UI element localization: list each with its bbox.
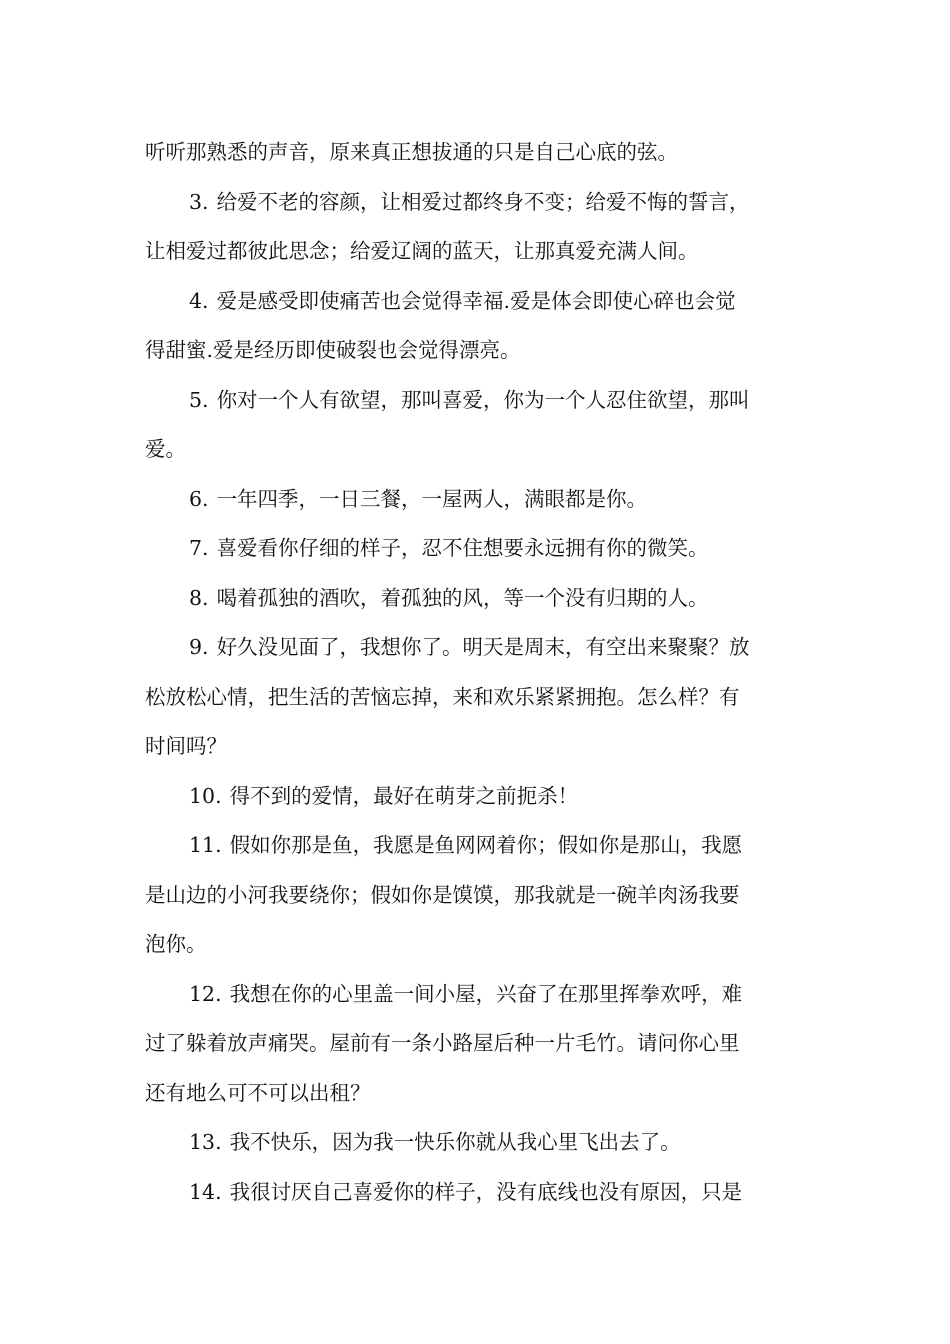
paragraph-number: 11.: [189, 833, 222, 857]
paragraph-line: [145, 326, 807, 376]
paragraph-first-line: [145, 574, 807, 624]
paragraph-text: 时间吗？: [145, 734, 227, 758]
paragraph-text: 让相爱过都彼此思念；给爱辽阔的蓝天，让那真爱充满人间。: [145, 239, 699, 263]
paragraph-text: 假如你那是鱼，我愿是鱼网网着你；假如你是那山，我愿: [229, 833, 743, 857]
paragraph-line: [145, 1019, 807, 1069]
paragraph-number: 10.: [189, 783, 222, 808]
paragraph-first-line: [145, 970, 807, 1020]
paragraph-first-line: [145, 524, 807, 574]
paragraph-text: 喜爱看你仔细的样子，忍不住想要永远拥有你的微笑。: [216, 536, 709, 560]
paragraph-text: 爱是感受即使痛苦也会觉得幸福.爱是体会即使心碎也会觉: [216, 288, 736, 313]
paragraph-text: 我想在你的心里盖一间小屋，兴奋了在那里挥拳欢呼，难: [229, 981, 743, 1006]
paragraph-line: [145, 722, 807, 772]
paragraph-number: 13.: [189, 1130, 222, 1154]
paragraph-text: 我很讨厌自己喜爱你的样子，没有底线也没有原因，只是: [229, 1179, 743, 1204]
paragraph-number: 12.: [189, 981, 222, 1006]
paragraph-number: 5.: [189, 387, 209, 412]
paragraph-line: [145, 128, 807, 178]
paragraph-first-line: [145, 178, 807, 228]
paragraph-number: 14.: [189, 1179, 222, 1204]
paragraph-text: 我不快乐，因为我一快乐你就从我心里飞出去了。: [229, 1130, 681, 1154]
paragraph-text: 是山边的小河我要绕你；假如你是馍馍，那我就是一碗羊肉汤我要: [145, 882, 740, 907]
paragraph-line: [145, 1069, 807, 1119]
paragraph-number: 9.: [189, 635, 209, 659]
paragraph-text: 得甜蜜.爱是经历即使破裂也会觉得漂亮。: [145, 338, 521, 362]
paragraph-number: 8.: [189, 585, 209, 610]
paragraph-number: 7.: [189, 536, 209, 560]
paragraph-text: 你对一个人有欲望，那叫喜爱，你为一个人忍住欲望，那叫: [216, 387, 750, 412]
paragraph-first-line: [145, 623, 807, 673]
paragraph-text: 松放松心情，把生活的苦恼忘掉，来和欢乐紧紧拥抱。怎么样？有: [145, 684, 740, 709]
paragraph-line: [145, 673, 807, 723]
paragraph-text: 爱。: [145, 437, 186, 461]
paragraph-first-line: [145, 772, 807, 822]
paragraph-first-line: [145, 277, 807, 327]
paragraph-first-line: [145, 475, 807, 525]
paragraph-number: 6.: [189, 486, 209, 511]
paragraph-number: 3.: [189, 189, 209, 214]
paragraph-first-line: [145, 1118, 807, 1168]
paragraph-text: 给爱不老的容颜，让相爱过都终身不变；给爱不悔的誓言，: [216, 189, 750, 214]
paragraph-text: 好久没见面了，我想你了。明天是周末，有空出来聚聚？放: [216, 635, 750, 659]
paragraph-line: [145, 227, 807, 277]
paragraph-number: 4.: [189, 288, 209, 313]
document-body: [145, 128, 807, 1217]
paragraph-text: 一年四季，一日三餐，一屋两人，满眼都是你。: [216, 486, 648, 511]
paragraph-line: [145, 871, 807, 921]
paragraph-first-line: [145, 1168, 807, 1218]
paragraph-text: 泡你。: [145, 932, 207, 956]
paragraph-first-line: [145, 821, 807, 871]
paragraph-text: 得不到的爱情，最好在萌芽之前扼杀！: [229, 783, 579, 808]
paragraph-text: 听听那熟悉的声音，原来真正想拔通的只是自己心底的弦。: [145, 140, 678, 164]
paragraph-first-line: [145, 376, 807, 426]
paragraph-line: [145, 425, 807, 475]
paragraph-text: 喝着孤独的酒吹，着孤独的风，等一个没有归期的人。: [216, 585, 709, 610]
paragraph-text: 过了躲着放声痛哭。屋前有一条小路屋后种一片毛竹。请问你心里: [145, 1031, 740, 1055]
paragraph-text: 还有地么可不可以出租？: [145, 1080, 371, 1105]
paragraph-line: [145, 920, 807, 970]
